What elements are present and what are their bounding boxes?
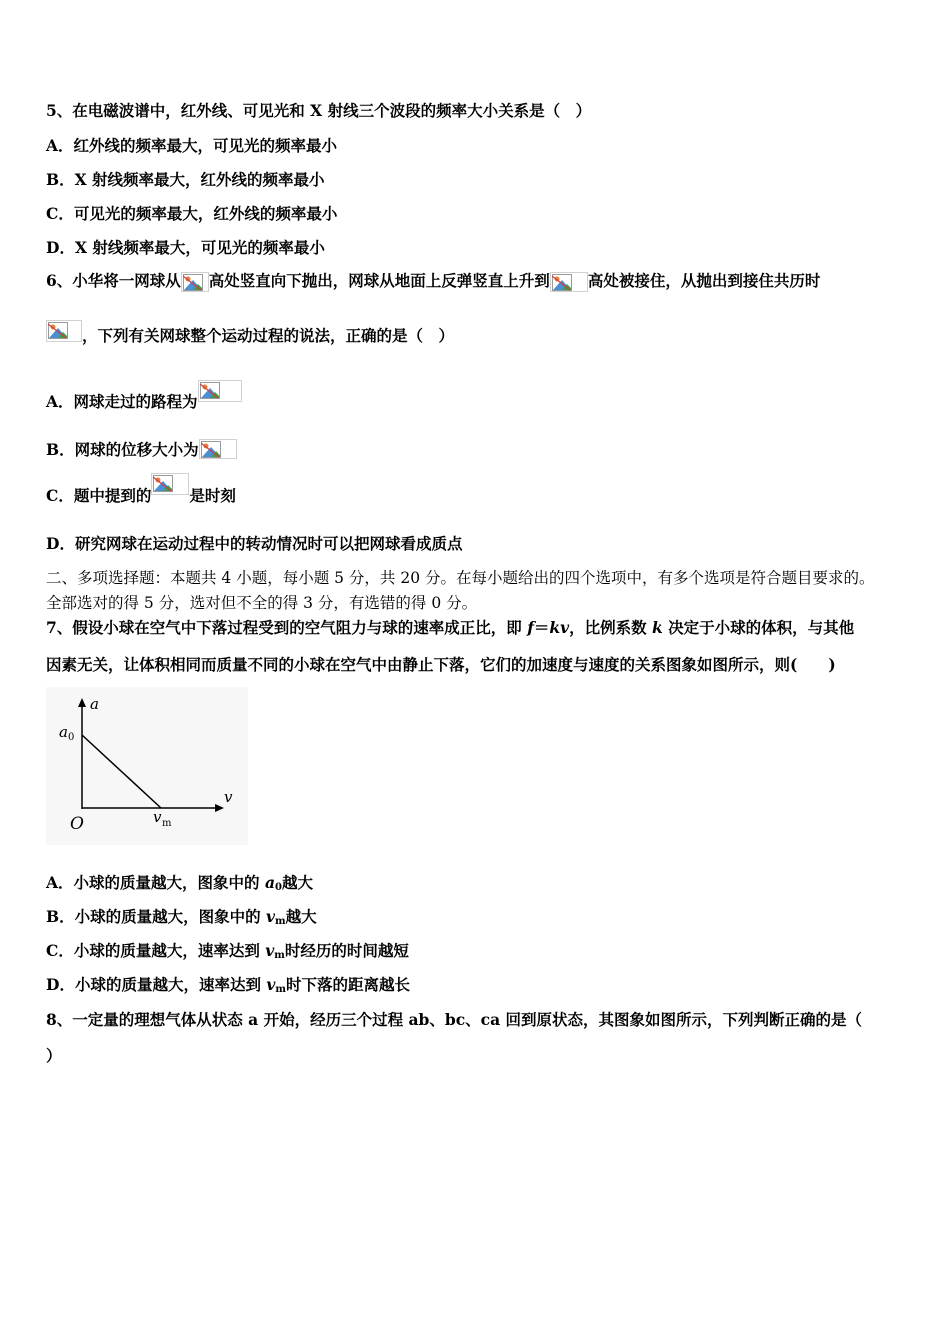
option-text: 网球走过的路程为	[73, 392, 198, 411]
x-axis-label: v	[224, 788, 233, 806]
q7-stem-line2: 因素无关，让体积相同而质量不同的小球在空气中由静止下落，它们的加速度与速度的关系图象如图所示，则( )	[46, 655, 836, 674]
q5-option-d	[46, 238, 325, 258]
q6-stem-part4: ，下列有关网球整个运动过程的说法，正确的是（ ）	[82, 326, 455, 345]
vm-subscript: m	[162, 818, 172, 829]
option-subscript: m	[275, 984, 286, 995]
q8-stem-line1: 8、一定量的理想气体从状态 a 开始，经历三个过程 ab、bc、ca 回到原状态，其图象如图所示，下列判断正确的是（	[46, 1010, 863, 1029]
broken-image-icon	[46, 320, 82, 342]
option-text: 小球的质量越大，图象中的	[73, 873, 265, 892]
kv-symbol: kv	[549, 618, 570, 637]
q5-option-c	[46, 204, 337, 224]
option-text: 研究网球在运动过程中的转动情况时可以把网球看成质点	[74, 534, 463, 553]
q6-option-c	[46, 473, 236, 505]
option-subscript: 0	[274, 882, 282, 893]
option-text: 小球的质量越大，速率达到	[74, 975, 267, 994]
option-label: C．	[46, 204, 74, 223]
q7-stem-c: 决定于小球的体积，与其他	[662, 618, 855, 637]
option-text-after: 是时刻	[189, 486, 236, 505]
q5-option-b	[46, 170, 325, 190]
q8-stem-line2: ）	[46, 1046, 62, 1065]
q7-option-a	[46, 873, 313, 898]
option-label: A．	[46, 136, 74, 155]
k-symbol: k	[652, 618, 663, 637]
q6-stem-part3: 高处被接住，从抛出到接住共历时	[587, 271, 821, 290]
option-label: C．	[46, 941, 74, 960]
broken-image-icon	[199, 439, 237, 459]
q6-option-a	[46, 380, 242, 411]
section2-line2: 全部选对的得 5 分，选对但不全的得 3 分，有选错的得 0 分。	[46, 594, 478, 612]
option-label: B．	[46, 170, 75, 189]
q5-option-a	[46, 136, 337, 156]
q6-stem-part1: 6、小华将一网球从	[46, 271, 181, 290]
q6-stem-part2: 高处竖直向下抛出，网球从地面上反弹竖直上升到	[208, 271, 550, 290]
option-text: 题中提到的	[73, 486, 152, 505]
q7-option-c	[46, 941, 409, 966]
vm-label: v	[153, 808, 162, 826]
y-axis-label: a	[90, 695, 99, 713]
q7-stem-line1	[46, 618, 854, 638]
q6-option-b	[46, 438, 237, 459]
option-label: C．	[46, 486, 74, 505]
q6-option-d	[46, 534, 462, 554]
q7-stem-b: ，比例系数	[569, 618, 653, 637]
option-label: D．	[46, 975, 75, 994]
option-text-after: 时经历的时间越短	[284, 941, 409, 960]
q7-option-d	[46, 975, 410, 1000]
y-axis-arrow	[78, 698, 86, 707]
q7-option-b	[46, 907, 317, 932]
q6-stem-line1	[46, 271, 820, 292]
option-text: 小球的质量越大，速率达到	[73, 941, 266, 960]
option-text: 可见光的频率最大，红外线的频率最小	[73, 204, 338, 223]
broken-image-icon	[151, 473, 189, 495]
option-text: X 射线频率最大，可见光的频率最小	[74, 238, 325, 257]
option-label: B．	[46, 907, 75, 926]
f-symbol: f	[527, 618, 534, 637]
option-label: A．	[46, 392, 74, 411]
option-subscript: m	[275, 916, 286, 927]
option-symbol: v	[266, 975, 276, 994]
option-symbol: v	[265, 941, 275, 960]
acceleration-velocity-graph	[46, 687, 248, 845]
graph-svg	[46, 687, 248, 845]
equals-sign: ＝	[533, 618, 550, 637]
option-text: 网球的位移大小为	[74, 440, 199, 459]
option-subscript: m	[274, 950, 285, 961]
q7-stem-a: 7、假设小球在空气中下落过程受到的空气阻力与球的速率成正比，即	[46, 618, 528, 637]
option-label: B．	[46, 440, 75, 459]
option-text: X 射线频率最大，红外线的频率最小	[74, 170, 325, 189]
option-label: D．	[46, 534, 75, 553]
q6-stem-line2	[46, 320, 455, 345]
section2-line1: 二、多项选择题：本题共 4 小题，每小题 5 分，共 20 分。在每小题给出的四个选项中，有多个选项是符合题目要求的。	[46, 569, 875, 587]
option-text-after: 越大	[285, 907, 317, 926]
option-symbol: v	[266, 907, 276, 926]
broken-image-icon	[198, 380, 242, 402]
broken-image-icon	[550, 272, 588, 292]
option-text-after: 越大	[281, 873, 313, 892]
origin-label: O	[70, 814, 84, 834]
option-label: A．	[46, 873, 74, 892]
option-text-after: 时下落的距离越长	[285, 975, 410, 994]
option-symbol: a	[264, 873, 275, 892]
q5-stem: 5、在电磁波谱中，红外线、可见光和 X 射线三个波段的频率大小关系是（ ）	[46, 101, 592, 120]
x-axis-arrow	[215, 804, 224, 812]
option-text: 红外线的频率最大，可见光的频率最小	[73, 136, 338, 155]
a0-label: a	[59, 723, 68, 741]
option-label: D．	[46, 238, 75, 257]
a-v-line	[82, 735, 161, 808]
option-text: 小球的质量越大，图象中的	[74, 907, 267, 926]
broken-image-icon	[181, 272, 209, 292]
a0-subscript: 0	[68, 732, 75, 743]
